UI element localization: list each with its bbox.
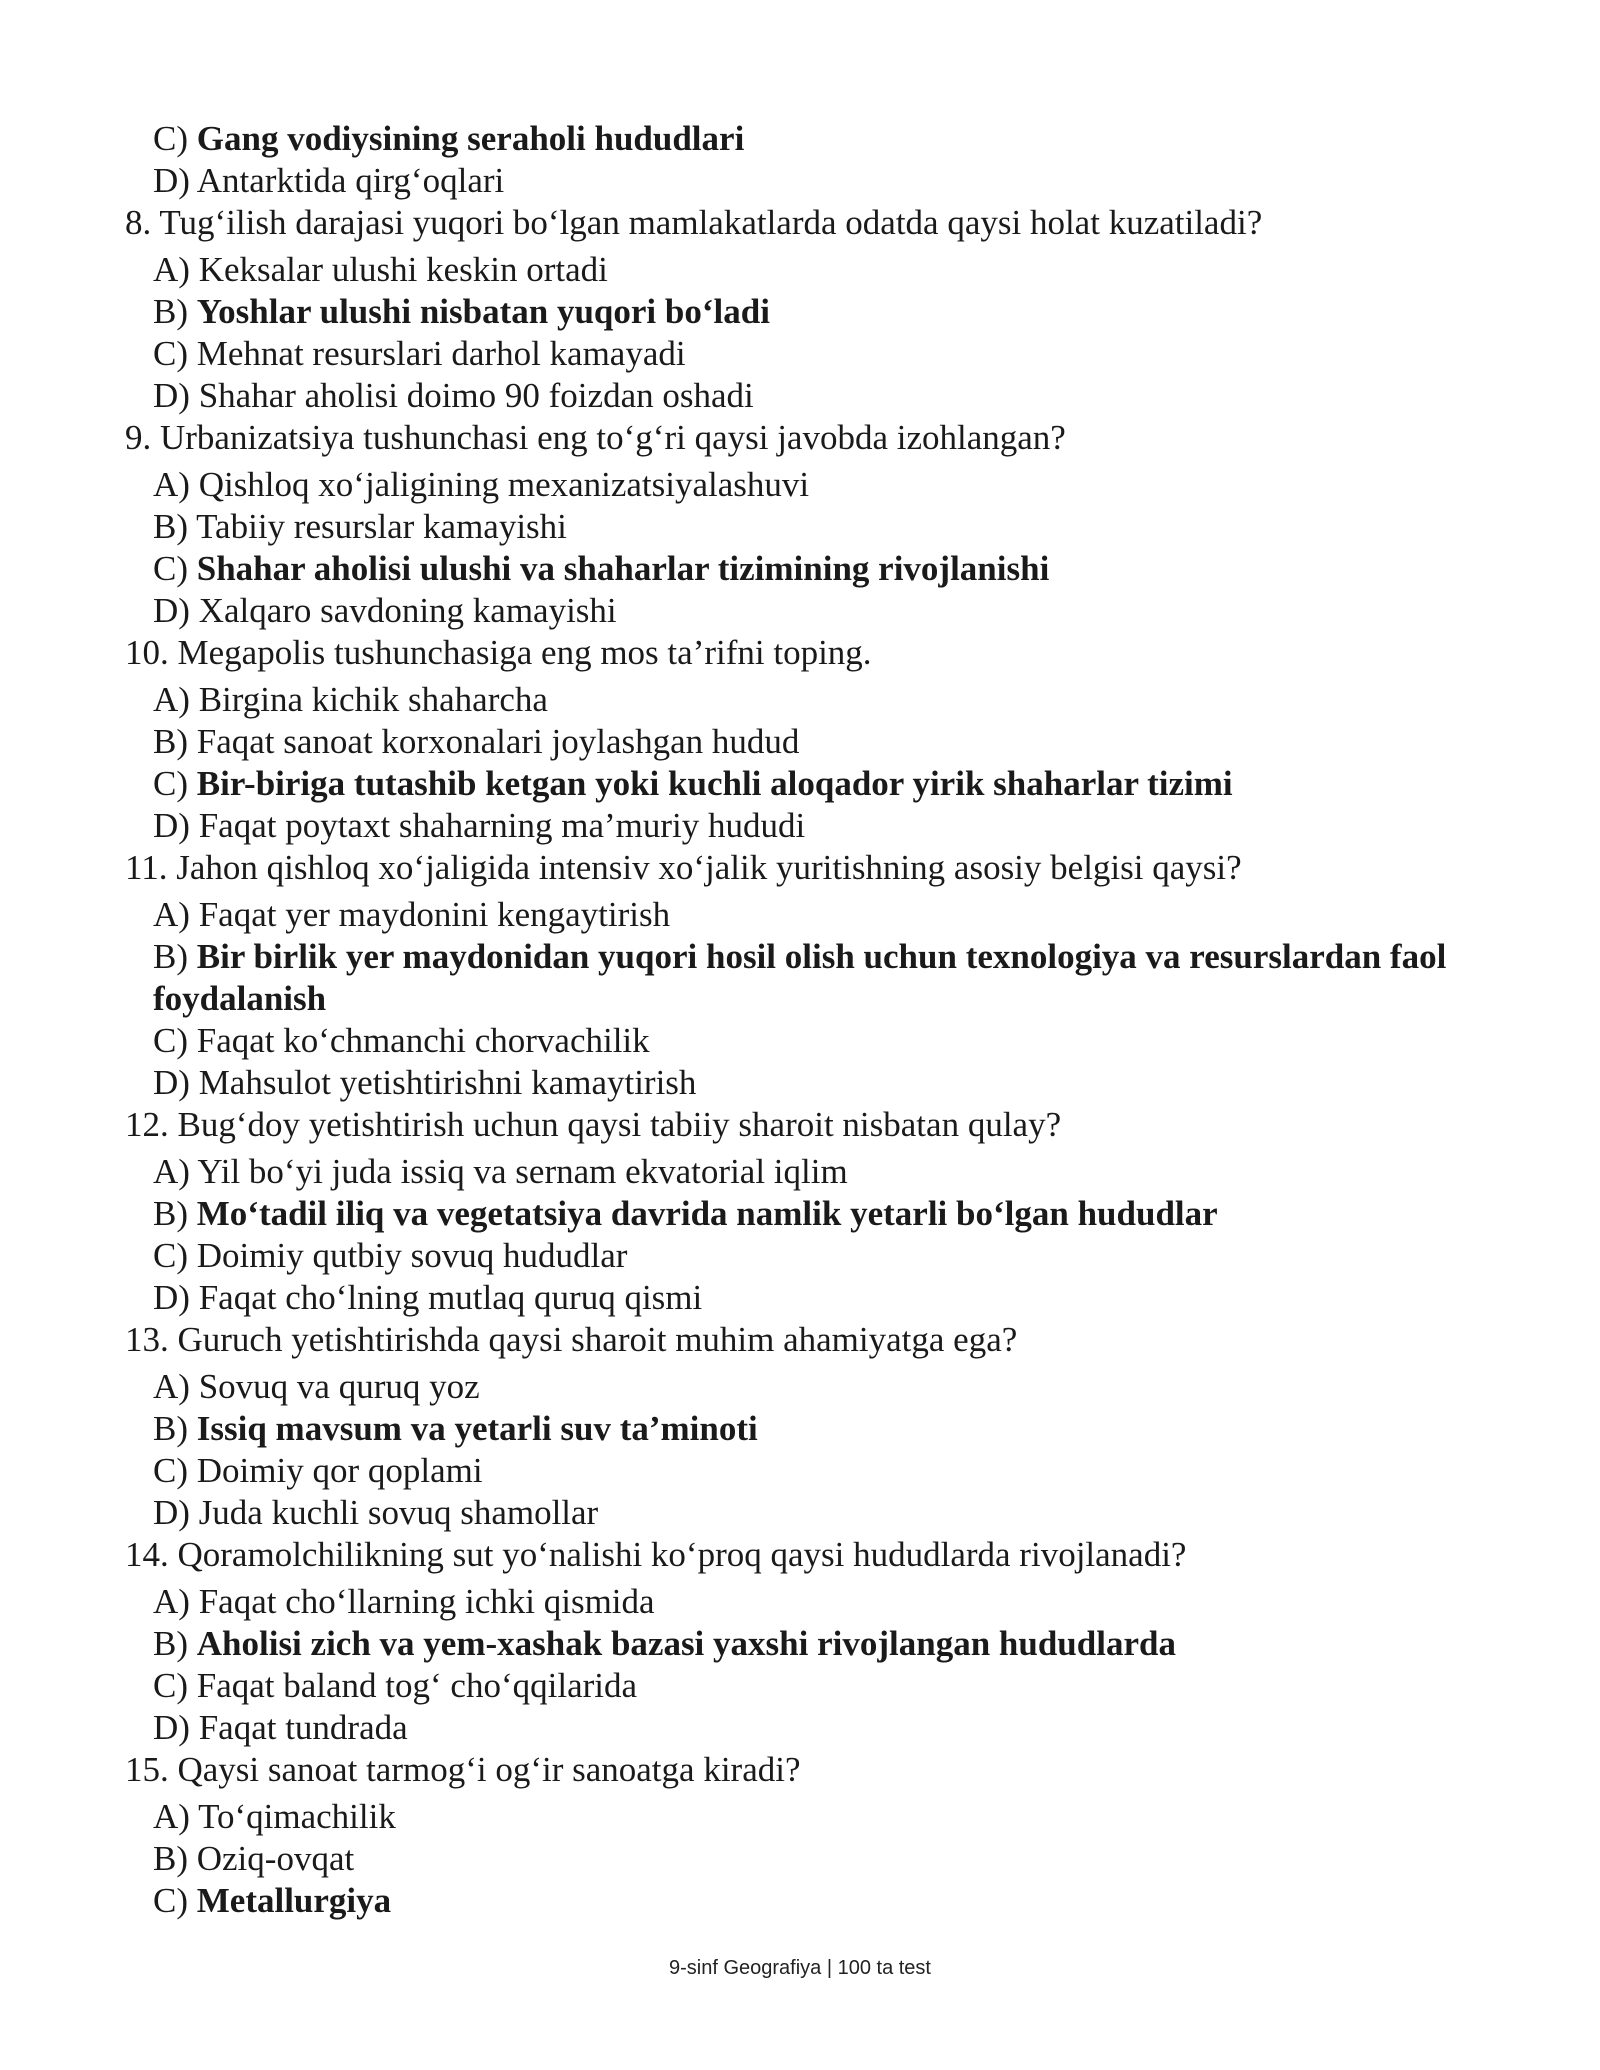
answer-option: [125, 118, 1465, 160]
option-letter: C): [153, 1021, 188, 1060]
question-block: [125, 1749, 1465, 1922]
answer-option: [125, 936, 1465, 1020]
option-text: Sovuq va quruq yoz: [198, 1367, 480, 1406]
option-letter: A): [153, 1582, 190, 1621]
correct-answer-text: Gang vodiysining seraholi hududlari: [196, 119, 745, 158]
correct-answer-text: Mo‘tadil iliq va vegetatsiya davrida namlik yetarli bo‘lgan hududlar: [196, 1194, 1218, 1233]
option-text: To‘qimachilik: [198, 1797, 396, 1836]
option-text: Mahsulot yetishtirishni kamaytirish: [198, 1063, 697, 1102]
answer-option: [125, 1062, 1465, 1104]
answer-option: [125, 464, 1465, 506]
option-text: Shahar aholisi doimo 90 foizdan oshadi: [198, 376, 754, 415]
option-text: Tabiiy resurslar kamayishi: [196, 507, 567, 546]
option-letter: D): [153, 1708, 190, 1747]
option-letter: A): [153, 250, 190, 289]
answer-option: [125, 763, 1465, 805]
option-letter: D): [153, 376, 190, 415]
question-text: 13. Guruch yetishtirishda qaysi sharoit muhim ahamiyatga ega?: [125, 1320, 1018, 1359]
option-letter: B): [153, 1624, 188, 1663]
question-block: [125, 202, 1465, 417]
answer-option: [125, 1665, 1465, 1707]
correct-answer-text: Aholisi zich va yem-xashak bazasi yaxshi rivojlangan hududlarda: [196, 1624, 1176, 1663]
question-block: [125, 1104, 1465, 1319]
option-text: Faqat ko‘chmanchi chorvachilik: [196, 1021, 650, 1060]
question-block: [125, 847, 1465, 1104]
correct-answer-text: Metallurgiya: [196, 1881, 392, 1920]
option-letter: C): [153, 549, 188, 588]
option-text: Qishloq xo‘jaligining mexanizatsiyalashuvi: [198, 465, 810, 504]
test-content: [125, 118, 1465, 1922]
answer-option: [125, 805, 1465, 847]
answer-option: [125, 1492, 1465, 1534]
option-letter: B): [153, 1194, 188, 1233]
leading-options: [125, 118, 1465, 202]
option-letter: B): [153, 1839, 188, 1878]
option-letter: B): [153, 507, 188, 546]
answer-option: [125, 1581, 1465, 1623]
answer-option: [125, 1796, 1465, 1838]
option-letter: C): [153, 764, 188, 803]
answer-option: [125, 1193, 1465, 1235]
question-block: [125, 417, 1465, 632]
answer-option: [125, 1408, 1465, 1450]
option-letter: B): [153, 937, 188, 976]
correct-answer-text: Issiq mavsum va yetarli suv ta’minoti: [196, 1409, 758, 1448]
answer-option: [125, 375, 1465, 417]
question-list: [125, 202, 1465, 1922]
option-letter: D): [153, 1493, 190, 1532]
correct-answer-text: Bir-biriga tutashib ketgan yoki kuchli aloqador yirik shaharlar tizimi: [196, 764, 1233, 803]
option-text: Yil bo‘yi juda issiq va sernam ekvatorial iqlim: [197, 1152, 848, 1191]
answer-option: [125, 894, 1465, 936]
option-text: Oziq-ovqat: [196, 1839, 355, 1878]
question-block: [125, 632, 1465, 847]
answer-option: [125, 1020, 1465, 1062]
option-letter: A): [153, 1797, 190, 1836]
answer-option: [125, 721, 1465, 763]
option-letter: B): [153, 722, 188, 761]
correct-answer-text: Shahar aholisi ulushi va shaharlar tizimining rivojlanishi: [196, 549, 1050, 588]
answer-option: [125, 1235, 1465, 1277]
option-text: Faqat yer maydonini kengaytirish: [198, 895, 671, 934]
option-text: Faqat sanoat korxonalari joylashgan hudud: [196, 722, 800, 761]
option-text: Mehnat resurslari darhol kamayadi: [196, 334, 686, 373]
option-letter: C): [153, 334, 188, 373]
option-text: Faqat cho‘lning mutlaq quruq qismi: [198, 1278, 703, 1317]
answer-option: [125, 1366, 1465, 1408]
question-block: [125, 1319, 1465, 1534]
option-text: Faqat cho‘llarning ichki qismida: [198, 1582, 655, 1621]
option-letter: D): [153, 591, 190, 630]
answer-option: [125, 1880, 1465, 1922]
question-text: 8. Tug‘ilish darajasi yuqori bo‘lgan mamlakatlarda odatda qaysi holat kuzatiladi?: [125, 203, 1263, 242]
option-letter: A): [153, 1152, 190, 1191]
question-text: 9. Urbanizatsiya tushunchasi eng to‘g‘ri qaysi javobda izohlangan?: [125, 418, 1066, 457]
question-text: 10. Megapolis tushunchasiga eng mos ta’rifni toping.: [125, 633, 872, 672]
option-letter: A): [153, 895, 190, 934]
option-text: Doimiy qutbiy sovuq hududlar: [196, 1236, 628, 1275]
option-text: Antarktida qirg‘oqlari: [196, 161, 505, 200]
option-letter: C): [153, 1451, 188, 1490]
option-letter: D): [153, 161, 190, 200]
option-letter: B): [153, 292, 188, 331]
option-letter: D): [153, 1063, 190, 1102]
answer-option: [125, 506, 1465, 548]
option-text: Juda kuchli sovuq shamollar: [198, 1493, 599, 1532]
answer-option: [125, 679, 1465, 721]
option-letter: C): [153, 1881, 188, 1920]
option-text: Keksalar ulushi keskin ortadi: [198, 250, 608, 289]
answer-option: [125, 249, 1465, 291]
option-letter: A): [153, 680, 190, 719]
option-letter: C): [153, 119, 188, 158]
question-text: 15. Qaysi sanoat tarmog‘i og‘ir sanoatga kiradi?: [125, 1750, 801, 1789]
answer-option: [125, 548, 1465, 590]
option-letter: A): [153, 465, 190, 504]
answer-option: [125, 291, 1465, 333]
answer-option: [125, 333, 1465, 375]
option-text: Faqat poytaxt shaharning ma’muriy hududi: [198, 806, 806, 845]
answer-option: [125, 1838, 1465, 1880]
option-letter: C): [153, 1666, 188, 1705]
answer-option: [125, 1450, 1465, 1492]
answer-option: [125, 1277, 1465, 1319]
question-text: 11. Jahon qishloq xo‘jaligida intensiv xo‘jalik yuritishning asosiy belgisi qaysi?: [125, 848, 1242, 887]
option-letter: D): [153, 1278, 190, 1317]
page-footer: 9-sinf Geografiya | 100 ta test: [668, 1957, 931, 1979]
question-block: [125, 1534, 1465, 1749]
answer-option: [125, 160, 1465, 202]
answer-option: [125, 1707, 1465, 1749]
option-letter: A): [153, 1367, 190, 1406]
option-letter: D): [153, 806, 190, 845]
option-text: Faqat baland tog‘ cho‘qqilarida: [196, 1666, 638, 1705]
option-text: Birgina kichik shaharcha: [198, 680, 548, 719]
correct-answer-text: Yoshlar ulushi nisbatan yuqori bo‘ladi: [196, 292, 770, 331]
question-text: 12. Bug‘doy yetishtirish uchun qaysi tabiiy sharoit nisbatan qulay?: [125, 1105, 1062, 1144]
answer-option: [125, 1623, 1465, 1665]
correct-answer-text: Bir birlik yer maydonidan yuqori hosil olish uchun texnologiya va resurslardan faol foydalanish: [153, 937, 1447, 1018]
option-letter: B): [153, 1409, 188, 1448]
question-text: 14. Qoramolchilikning sut yo‘nalishi ko‘proq qaysi hududlarda rivojlanadi?: [125, 1535, 1187, 1574]
answer-option: [125, 590, 1465, 632]
option-letter: C): [153, 1236, 188, 1275]
option-text: Xalqaro savdoning kamayishi: [198, 591, 617, 630]
answer-option: [125, 1151, 1465, 1193]
option-text: Doimiy qor qoplami: [196, 1451, 483, 1490]
option-text: Faqat tundrada: [198, 1708, 408, 1747]
